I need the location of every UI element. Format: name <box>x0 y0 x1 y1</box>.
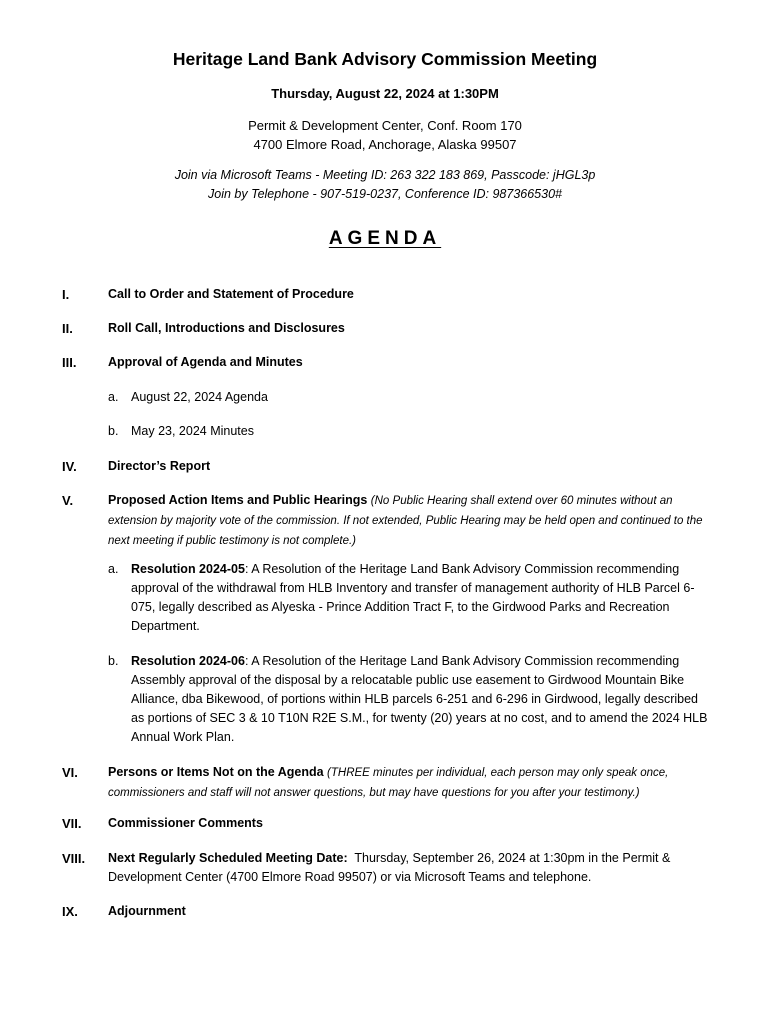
item-number: II. <box>62 321 73 336</box>
item-number: I. <box>62 287 70 302</box>
item-title: Persons or Items Not on the Agenda <box>108 765 324 779</box>
item-title: Approval of Agenda and Minutes <box>108 355 303 369</box>
item-number: IX. <box>62 904 78 919</box>
location-line-1: Permit & Development Center, Conf. Room 170 <box>248 118 522 133</box>
sub-item-text <box>131 560 711 636</box>
sub-item-text: August 22, 2024 Agenda <box>131 390 268 404</box>
meeting-date: Thursday, August 22, 2024 at 1:30PM <box>271 86 499 101</box>
sub-item-letter: b. <box>108 654 119 668</box>
agenda-heading: AGENDA <box>328 228 442 249</box>
item-title: Next Regularly Scheduled Meeting Date: <box>108 851 348 865</box>
item-note: (No Public Hearing shall extend over 60 minutes without an extension by majority vote of the commission. If not extended, Public Hearing may be held open and continued to the next meeting if public testimony is not complete.) <box>108 495 703 547</box>
item-number: VIII. <box>62 851 86 866</box>
resolution-description: : A Resolution of the Heritage Land Bank Advisory Commission recommending approval of the withdrawal from HLB Inventory and transfer of management authority of HLB Parcel 6-075, legally described as Alyeska - Prince Addition Tract F, to the Girdwood Parks and Recreation Department. <box>131 562 695 633</box>
resolution-description: : A Resolution of the Heritage Land Bank Advisory Commission recommending Assembly approval of the disposal by a relocatable public use easement to Girdwood Mountain Bike Alliance, dba Bikewood, of portions within HLB parcels 6-251 and 6-296 in Girdwood, legally described as portions of SEC 3 & 10 T10N R2E S.M., for twenty (20) years at no cost, and to amend the 2024 HLB Annual Work Plan. <box>131 654 708 744</box>
location-line-2: 4700 Elmore Road, Anchorage, Alaska 99507 <box>253 137 517 152</box>
phone-join-info: Join by Telephone - 907-519-0237, Conference ID: 987366530# <box>208 187 562 201</box>
sub-item-letter: a. <box>108 390 119 404</box>
item-note: (THREE minutes per individual, each person may only speak once, commissioners and staff will not answer questions, but may have questions for you after your testimony.) <box>108 767 669 799</box>
item-number: VI. <box>62 765 78 780</box>
resolution-number: Resolution 2024-06 <box>131 654 245 668</box>
meeting-title: Heritage Land Bank Advisory Commission Meeting <box>172 49 598 69</box>
item-body <box>108 491 710 551</box>
item-title: Roll Call, Introductions and Disclosures <box>108 321 345 335</box>
sub-item-text <box>131 652 711 747</box>
item-text: Thursday, September 26, 2024 at 1:30pm in the Permit & Development Center (4700 Elmore Road 99507) or via Microsoft Teams and telephone. <box>108 851 671 884</box>
sub-item-letter: b. <box>108 424 119 438</box>
teams-join-info: Join via Microsoft Teams - Meeting ID: 263 322 183 869, Passcode: jHGL3p <box>174 168 596 182</box>
item-title: Adjournment <box>108 904 186 918</box>
sub-item-text: May 23, 2024 Minutes <box>131 424 254 438</box>
item-body <box>108 763 710 803</box>
item-number: V. <box>62 493 74 508</box>
sub-item-letter: a. <box>108 562 119 576</box>
item-number: III. <box>62 355 77 370</box>
item-title: Director’s Report <box>108 459 211 473</box>
item-title: Commissioner Comments <box>108 816 263 830</box>
item-title: Call to Order and Statement of Procedure <box>108 287 354 301</box>
item-number: VII. <box>62 816 82 831</box>
resolution-number: Resolution 2024-05 <box>131 562 245 576</box>
item-body <box>108 849 710 887</box>
item-number: IV. <box>62 459 77 474</box>
item-title: Proposed Action Items and Public Hearings <box>108 493 368 507</box>
